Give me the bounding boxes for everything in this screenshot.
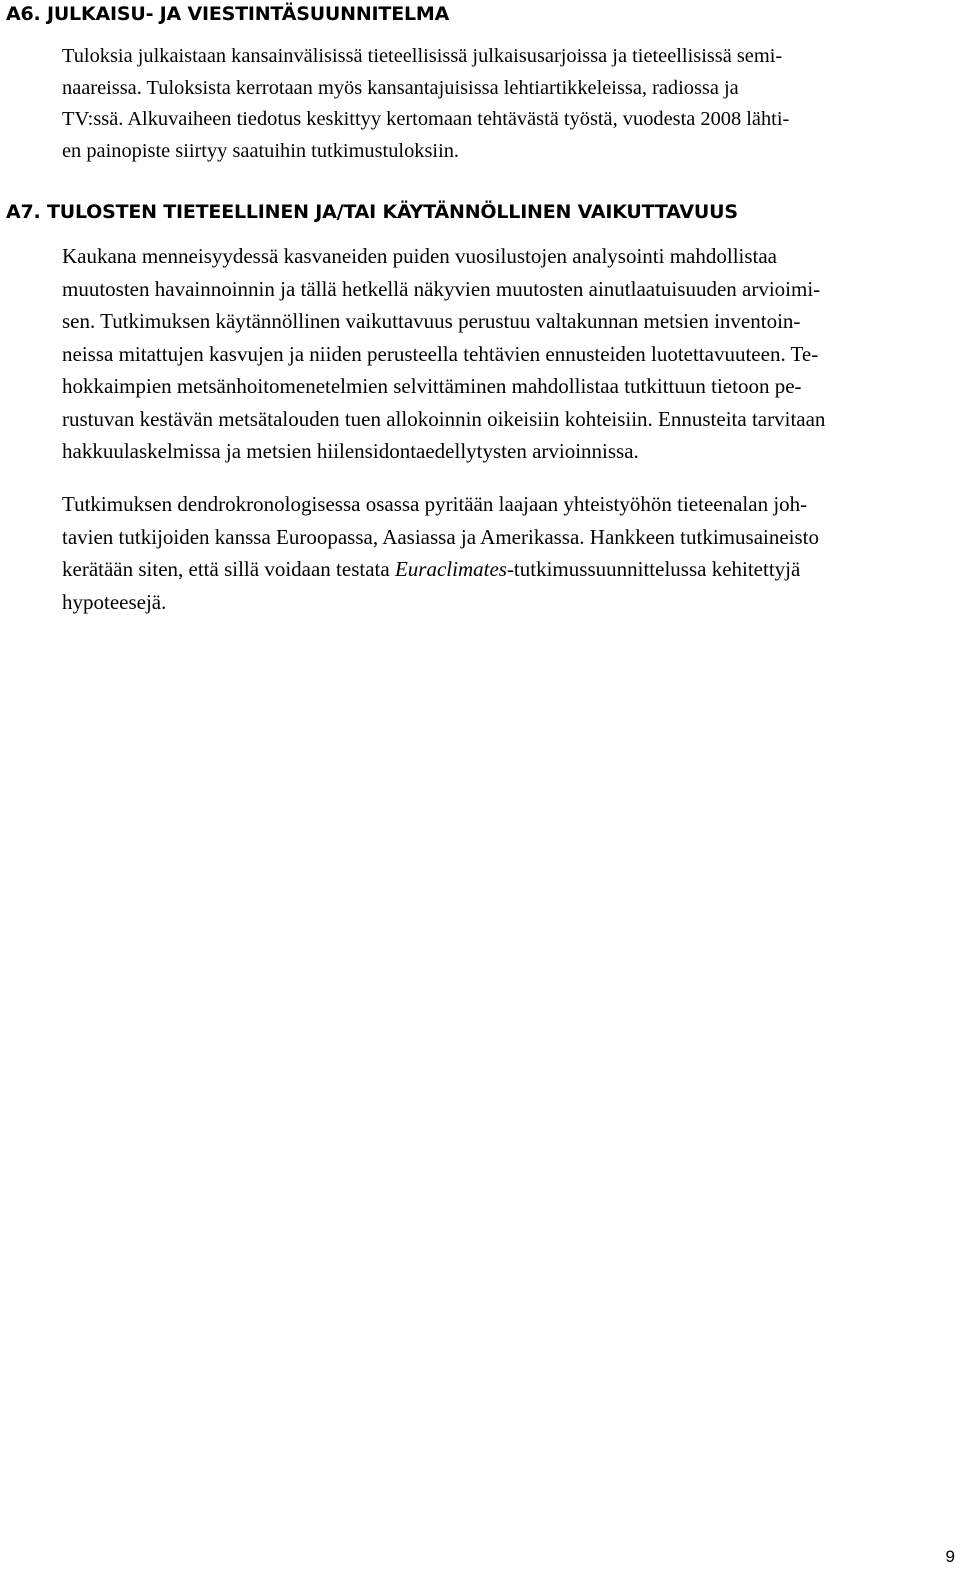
text-segment: kerätään siten, että sillä voidaan testata bbox=[62, 557, 390, 581]
text-line: muutosten havainnoinnin ja tällä hetkellä näkyvien muutosten ainutlaatuisuuden arvioimi- bbox=[62, 276, 821, 301]
text-line: rustuvan kestävän metsätalouden tuen allokoinnin oikeisiin kohteisiin. Ennusteita tarvitaan bbox=[62, 406, 826, 431]
publication-plan-paragraph bbox=[62, 41, 960, 167]
section-heading-a6: A6. JULKAISU- JA VIESTINTÄSUUNNITELMA bbox=[6, 3, 450, 25]
text-line bbox=[62, 553, 960, 586]
page-number: 9 bbox=[945, 1547, 955, 1566]
text-line: neissa mitattujen kasvujen ja niiden perusteella tehtävien ennusteiden luotettavuuteen. Te- bbox=[62, 341, 819, 366]
text-segment: -tutkimussuunnittelussa kehitettyjä bbox=[506, 557, 801, 581]
impact-paragraph bbox=[62, 240, 960, 468]
text-line: Tutkimuksen dendrokronologisessa osassa pyritään laajaan yhteistyöhön tieteenalan joh- bbox=[62, 492, 808, 516]
section-heading-a7: A7. TULOSTEN TIETEELLINEN JA/TAI KÄYTÄNNÖLLINEN VAIKUTTAVUUS bbox=[6, 201, 738, 223]
text-line: hokkaimpien metsänhoitomenetelmien selvittäminen mahdollistaa tutkittuun tietoon pe- bbox=[62, 374, 802, 398]
text-line: TV:ssä. Alkuvaiheen tiedotus keskittyy kertomaan tehtävästä työstä, vuodesta 2008 lähti- bbox=[62, 108, 790, 130]
text-line: Kaukana menneisyydessä kasvaneiden puiden vuosilustojen analysointi mahdollistaa bbox=[62, 244, 778, 268]
text-line: sen. Tutkimuksen käytännöllinen vaikuttavuus perustuu valtakunnan metsien inventoin- bbox=[62, 309, 801, 333]
text-line: en painopiste siirtyy saatuihin tutkimustuloksiin. bbox=[62, 139, 460, 162]
text-line: tavien tutkijoiden kanssa Euroopassa, Aasiassa ja Amerikassa. Hankkeen tutkimusaineisto bbox=[62, 524, 820, 549]
text-line: hakkuulaskelmissa ja metsien hiilensidontaedellytysten arvioinnissa. bbox=[62, 439, 639, 463]
italic-project-name: Euraclimates bbox=[394, 557, 507, 581]
dendrochronology-paragraph bbox=[62, 488, 960, 618]
text-line: naareissa. Tuloksista kerrotaan myös kansantajuisissa lehtiartikkeleissa, radiossa ja bbox=[62, 76, 739, 99]
text-line: hypoteesejä. bbox=[62, 589, 167, 614]
text-line: Tuloksia julkaistaan kansainvälisissä tieteellisissä julkaisusarjoissa ja tieteellisissä semi- bbox=[62, 45, 783, 67]
